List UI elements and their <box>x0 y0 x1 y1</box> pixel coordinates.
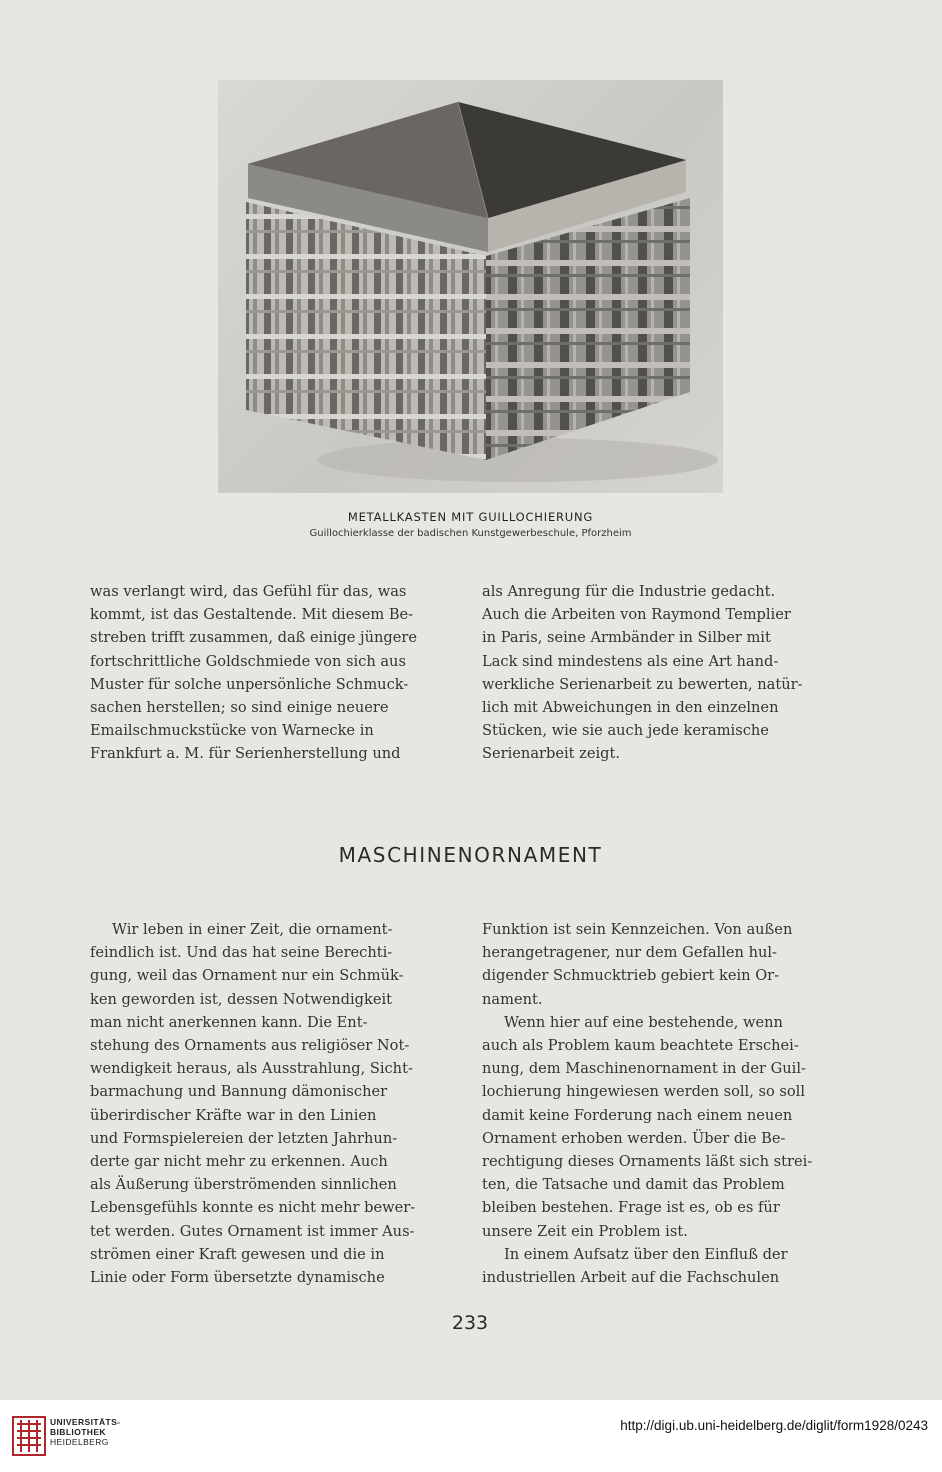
text-line: Lack sind mindestens als eine Art hand- <box>482 652 779 670</box>
text-line: barmachung und Bannung dämonischer <box>90 1083 388 1101</box>
text-line: Emailschmuckstücke von Warnecke in <box>90 722 374 740</box>
text-column-top-right <box>482 580 849 766</box>
text-line: Ornament erhoben werden. Über die Be- <box>482 1129 786 1147</box>
text-line: in Paris, seine Armbänder in Silber mit <box>482 629 771 647</box>
text-line: und Formspielereien der letzten Jahrhun- <box>90 1129 398 1147</box>
text-line: kommt, ist das Gestaltende. Mit diesem Be- <box>90 606 414 624</box>
library-name <box>50 1417 120 1447</box>
text-line: Serienarbeit zeigt. <box>482 745 620 763</box>
section-heading: MASCHINENORNAMENT <box>338 843 603 867</box>
text-line: ken geworden ist, dessen Notwendigkeit <box>90 990 393 1008</box>
page-number: 233 <box>451 1312 489 1334</box>
text-line: strömen einer Kraft gewesen und die in <box>90 1245 385 1263</box>
box-photograph <box>218 80 723 493</box>
text-line: nament. <box>482 990 543 1008</box>
text-line: digender Schmucktrieb gebiert kein Or- <box>482 967 780 985</box>
library-line-1: UNIVERSITÄTS- <box>50 1417 121 1427</box>
text-line: Stücken, wie sie auch jede keramische <box>482 722 769 740</box>
source-url-link[interactable]: http://digi.ub.uni-heidelberg.de/diglit/form1928/0243 <box>620 1418 928 1433</box>
text-line: sachen herstellen; so sind einige neuere <box>90 699 389 717</box>
text-line: gung, weil das Ornament nur ein Schmük- <box>90 967 404 985</box>
text-line: derte gar nicht mehr zu erkennen. Auch <box>90 1153 388 1171</box>
text-line: stehung des Ornaments aus religiöser Not- <box>90 1037 410 1055</box>
text-line: feindlich ist. Und das hat seine Berechti- <box>90 944 393 962</box>
text-line: damit keine Forderung nach einem neuen <box>482 1106 793 1124</box>
text-line: auch als Problem kaum beachtete Erschei- <box>482 1037 799 1055</box>
text-line: als Anregung für die Industrie gedacht. <box>482 583 776 600</box>
text-line: Wir leben in einer Zeit, die ornament- <box>112 921 393 938</box>
text-line: lich mit Abweichungen in den einzelnen <box>482 699 779 717</box>
box-illustration <box>218 80 723 493</box>
text-line: als Äußerung überströmenden sinnlichen <box>90 1176 397 1194</box>
text-line: Funktion ist sein Kennzeichen. Von außen <box>482 921 793 938</box>
library-line-3: HEIDELBERG <box>50 1437 109 1447</box>
caption-subtitle: Guillochierklasse der badischen Kunstgewerbeschule, Pforzheim <box>309 528 632 539</box>
text-line: nung, dem Maschinenornament in der Guil- <box>482 1060 806 1078</box>
text-line: streben trifft zusammen, daß einige jüngere <box>90 629 417 647</box>
library-logo-icon <box>12 1416 46 1460</box>
text-line: ten, die Tatsache und damit das Problem <box>482 1176 785 1194</box>
text-line: In einem Aufsatz über den Einfluß der <box>504 1245 788 1263</box>
library-line-2: BIBLIOTHEK <box>50 1427 106 1437</box>
text-line: tet werden. Gutes Ornament ist immer Aus- <box>90 1222 415 1240</box>
text-line: unsere Zeit ein Problem ist. <box>482 1222 688 1240</box>
text-line: fortschrittliche Goldschmiede von sich aus <box>90 652 406 670</box>
text-line: Auch die Arbeiten von Raymond Templier <box>482 606 791 624</box>
text-line: Lebensgefühls konnte es nicht mehr bewer- <box>90 1199 416 1217</box>
text-line: industriellen Arbeit auf die Fachschulen <box>482 1269 780 1287</box>
caption-title: METALLKASTEN MIT GUILLOCHIERUNG <box>347 510 594 524</box>
text-column-bottom-right <box>482 918 849 1289</box>
text-line: wendigkeit heraus, als Ausstrahlung, Sicht- <box>90 1060 413 1078</box>
text-line: bleiben bestehen. Frage ist es, ob es für <box>482 1199 780 1217</box>
text-line: rechtigung dieses Ornaments läßt sich strei- <box>482 1153 813 1171</box>
text-line: was verlangt wird, das Gefühl für das, was <box>90 583 407 600</box>
text-line: Frankfurt a. M. für Serienherstellung und <box>90 745 401 763</box>
text-line: überirdischer Kräfte war in den Linien <box>90 1106 377 1124</box>
text-line: herangetragener, nur dem Gefallen hul- <box>482 944 777 962</box>
text-line: werkliche Serienarbeit zu bewerten, natür- <box>482 675 803 693</box>
text-line: man nicht anerkennen kann. Die Ent- <box>90 1013 368 1031</box>
text-line: Wenn hier auf eine bestehende, wenn <box>504 1013 783 1031</box>
text-line: Linie oder Form übersetzte dynamische <box>90 1269 385 1287</box>
text-line: Muster für solche unpersönliche Schmuck- <box>90 675 409 693</box>
text-column-bottom-left <box>90 918 457 1289</box>
text-column-top-left <box>90 580 457 766</box>
text-line: lochierung hingewiesen werden soll, so soll <box>482 1083 806 1101</box>
